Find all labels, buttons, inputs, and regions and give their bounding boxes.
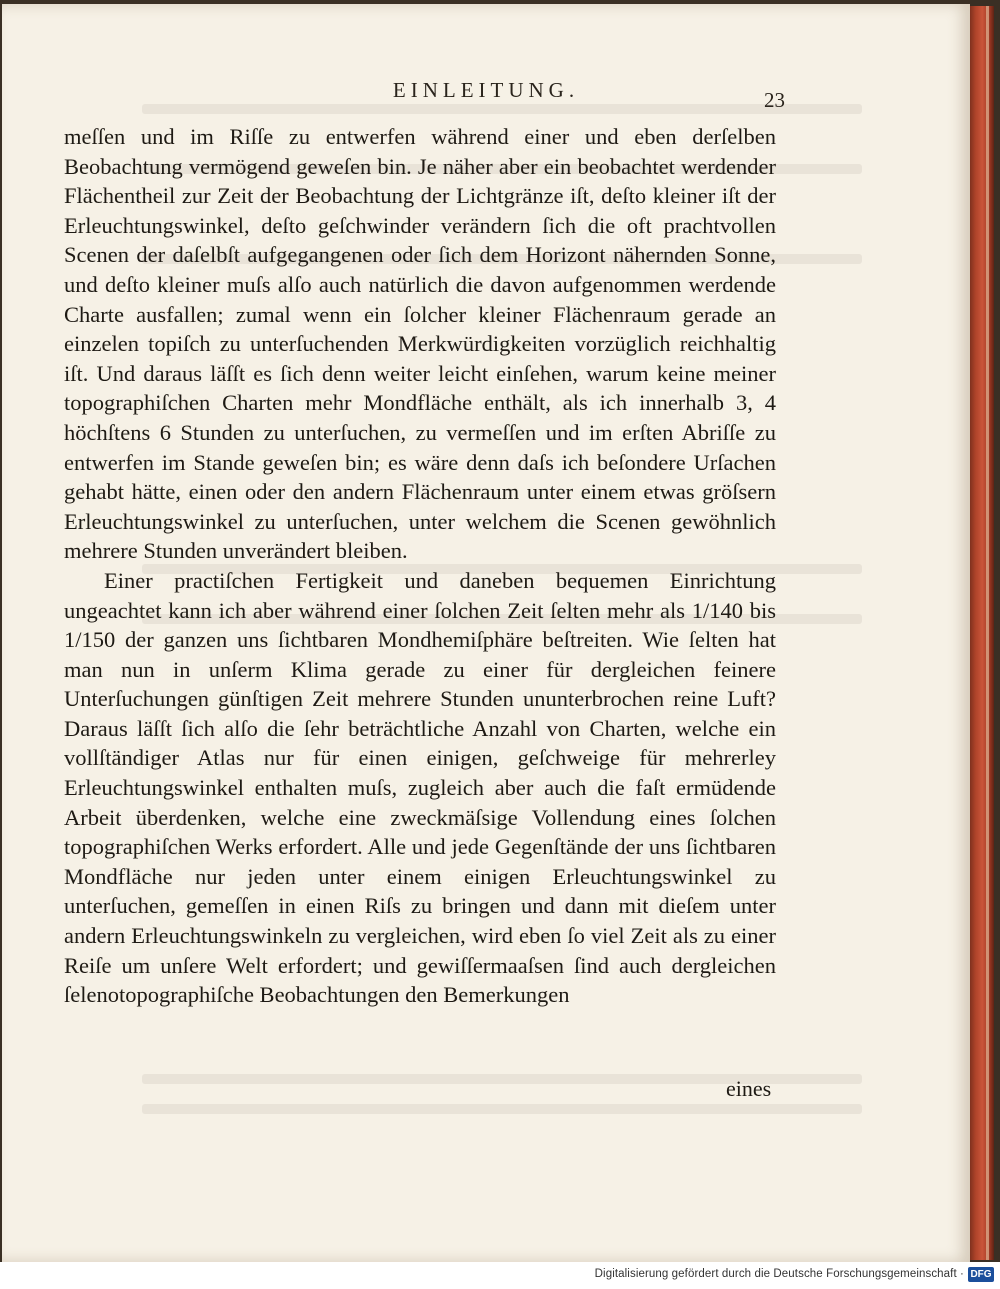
book-page xyxy=(2,4,970,1262)
bleed-through-line xyxy=(142,104,862,114)
running-head: EINLEITUNG. xyxy=(392,78,580,102)
catchword: eines xyxy=(726,1076,772,1101)
paragraph-2: Einer practiſchen Fertigkeit und daneben bequemen Einrichtung ungeachtet kann ich aber während einer ſolchen Zeit ſelten mehr als 1/140 bis 1/150 der ganzen uns ſichtbaren Mondhemiſphäre beſtreiten. Wie ſelten hat man nun in unſerm Klima gerade zu einer für dergleichen feinere Unterſuchungen günſtigen Zeit mehrere Stunden ununterbrochen reine Luft? Daraus läſſt ſich alſo die ſehr beträchtliche Anzahl von Charten, welche ein vollſtändiger Atlas nur für einen einigen, geſchweige für mehrerley Erleuchtungswinkel enthalten muſs, zugleich aber auch die faſt ermüdende Arbeit überdenken, welche eine zweckmäſsige Vollendung eines ſolchen topographiſchen Werks erfordert. Alle und jede Gegenſtände der uns ſichtbaren Mondfläche nur jeden unter einem einigen Erleuchtungswinkel zu unterſuchen, gemeſſen in einen Riſs zu bringen und dann mit dieſem unter andern Erleuchtungswinkeln zu vergleichen, wird eben ſo viel Zeit als zu einer Reiſe um unſere Welt erfordert; und gewiſſermaaſsen ſind auch dergleichen ſelenotopographiſche Beobachtungen den Bemerkungen xyxy=(64,567,776,1008)
paragraph-1: meſſen und im Riſſe zu entwerfen während einer und eben derſelben Beobachtung vermögend geweſen bin. Je näher aber ein beobachtet werdender Flächentheil zur Zeit der Beobachtung der Lichtgränze iſt, deſto kleiner iſt der Erleuchtungswinkel, deſto geſchwinder verändern ſich die oft prachtvollen Scenen der daſelbſt aufgegangenen oder ſich dem Horizont nähernden Sonne, und deſto kleiner muſs alſo auch natürlich die davon aufgenommen werdende Charte ausfallen; zumal wenn ein ſolcher kleiner Flächenraum gerade an einzelen topiſch zu unterſuchenden Merkwürdigkeiten vorzüglich reichhaltig iſt. Und daraus läſſt es ſich denn weiter leicht einſehen, warum keine meiner topographiſchen Charten mehr Mondfläche enthält, als ich innerhalb 3, 4 höchſtens 6 Stunden zu unterſuchen, zu vermeſſen und im erſten Abriſſe zu entwerfen im Stande geweſen bin; es wäre denn daſs ich beſondere Urſachen gehabt hätte, einen oder den andern Flächenraum unter einem etwas gröſsern Erleuchtungswinkel zu unterſuchen, unter welchem die Scenen gewöhnlich mehrere Stunden unverändert bleiben. xyxy=(64,124,776,564)
book-edge xyxy=(968,6,994,1260)
dfg-logo: DFG xyxy=(968,1267,994,1282)
body-text xyxy=(64,122,776,1010)
bleed-through-line xyxy=(142,1104,862,1114)
page-number: 23 xyxy=(764,88,785,112)
book-edge-highlight xyxy=(986,6,989,1260)
footer-credit: Digitalisierung gefördert durch die Deutsche Forschungsgemeinschaft · xyxy=(594,1268,964,1280)
